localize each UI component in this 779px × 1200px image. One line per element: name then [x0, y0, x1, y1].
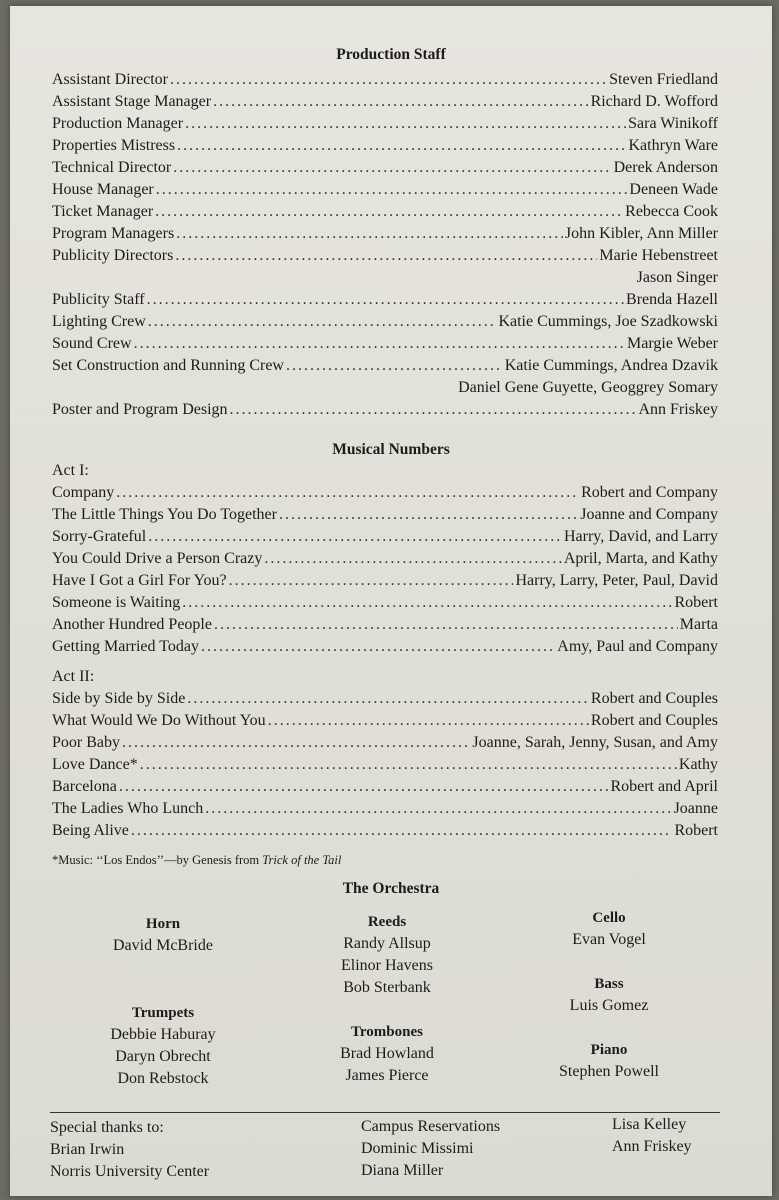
- entry-row: [52, 482, 718, 504]
- thanks-name: Campus Reservations: [361, 1118, 501, 1135]
- song-title: Getting Married Today: [52, 638, 199, 655]
- staff-name: Steven Friedland: [609, 71, 718, 88]
- song-performers: Robert and Couples: [590, 712, 718, 729]
- musician-name: Brad Howland: [340, 1045, 434, 1062]
- entry-row: [52, 333, 718, 355]
- staff-name: Richard D. Wofford: [590, 93, 718, 110]
- entry-row: [52, 570, 718, 592]
- song-title: Love Dance*: [52, 756, 138, 773]
- staff-role: Assistant Stage Manager: [52, 93, 212, 110]
- musician-name: David McBride: [113, 937, 213, 954]
- song-title: Have I Got a Girl For You?: [52, 572, 227, 589]
- staff-name: Rebecca Cook: [625, 203, 718, 220]
- dot-leader: [119, 776, 609, 798]
- staff-role: Program Managers: [52, 225, 175, 242]
- entry-row: [52, 592, 718, 614]
- dot-leader: [134, 333, 625, 355]
- entry-row: [52, 311, 718, 333]
- song-performers: Robert and Couples: [590, 690, 718, 707]
- dot-leader: [286, 355, 503, 377]
- staff-name: Marie Hebenstreet: [599, 247, 718, 264]
- song-title: The Little Things You Do Together: [52, 506, 277, 523]
- staff-name: Margie Weber: [627, 335, 718, 352]
- song-title: Someone is Waiting: [52, 594, 181, 611]
- entry-row: [52, 289, 718, 311]
- instrument-label: Piano: [590, 1042, 628, 1058]
- song-performers: Harry, Larry, Peter, Paul, David: [515, 572, 718, 589]
- musician-name: Don Rebstock: [117, 1070, 209, 1087]
- staff-role: Sound Crew: [52, 335, 132, 352]
- staff-name: Derek Anderson: [613, 159, 718, 176]
- entry-row: [52, 399, 718, 421]
- thanks-col-2: [361, 1116, 500, 1182]
- dot-leader: [148, 311, 497, 333]
- musician-name: Elinor Havens: [341, 957, 433, 974]
- dot-leader: [122, 732, 470, 754]
- staff-role: House Manager: [52, 181, 154, 198]
- dot-leader: [177, 135, 626, 157]
- staff-name: John Kibler, Ann Miller: [564, 225, 718, 242]
- musician-name: Stephen Powell: [559, 1063, 659, 1080]
- song-performers: Joanne: [673, 800, 718, 817]
- entry-row: [52, 820, 718, 842]
- thanks-col-3: [612, 1114, 692, 1158]
- staff-role: Technical Director: [52, 159, 172, 176]
- song-title: Poor Baby: [52, 734, 120, 751]
- entry-row: [52, 688, 718, 710]
- staff-name: Sara Winikoff: [628, 115, 718, 132]
- staff-name: Katie Cummings, Andrea Dzavik: [504, 357, 718, 374]
- staff-name: Brenda Hazell: [626, 291, 718, 308]
- dot-leader: [176, 223, 563, 245]
- entry-row: [52, 135, 718, 157]
- staff-role: Production Manager: [52, 115, 184, 132]
- act1-list: [52, 460, 718, 658]
- entry-row: [52, 798, 718, 820]
- staff-name: Katie Cummings, Joe Szadkowski: [498, 313, 718, 330]
- song-performers: Robert: [674, 594, 718, 611]
- section-reeds: [312, 911, 462, 999]
- section-trombones: [312, 1021, 462, 1087]
- song-performers: Robert and Company: [581, 484, 718, 501]
- dot-leader: [173, 157, 611, 179]
- song-performers: Joanne, Sarah, Jenny, Susan, and Amy: [472, 734, 718, 751]
- thanks-name: Brian Irwin: [50, 1141, 125, 1158]
- dot-leader: [279, 504, 578, 526]
- staff-role: Publicity Staff: [52, 291, 145, 308]
- instrument-label: Trombones: [351, 1024, 423, 1040]
- entry-row: [52, 113, 718, 135]
- song-performers: Harry, David, and Larry: [563, 528, 718, 545]
- song-title: You Could Drive a Person Crazy: [52, 550, 263, 567]
- song-performers: Robert: [674, 822, 718, 839]
- section-horn: [88, 913, 238, 957]
- song-title: Side by Side by Side: [52, 690, 186, 707]
- song-performers: Robert and April: [610, 778, 718, 795]
- staff-role: Assistant Director: [52, 71, 168, 88]
- section-trumpets: [88, 1002, 238, 1090]
- act2-list: [52, 666, 718, 842]
- musician-name: Randy Allsup: [343, 935, 431, 952]
- dot-leader: [140, 754, 677, 776]
- footnote-text: *Music: ‘‘Los Endos’’—by Genesis from: [52, 853, 263, 867]
- dot-leader: [116, 482, 579, 504]
- musician-name: Bob Sterbank: [343, 979, 431, 996]
- staff-name-continued: Jason Singer: [636, 269, 718, 286]
- dot-leader: [205, 798, 671, 820]
- thanks-name: Norris University Center: [50, 1163, 210, 1180]
- entry-row: [52, 91, 718, 113]
- staff-role: Properties Mistress: [52, 137, 176, 154]
- song-title: Company: [52, 484, 115, 501]
- entry-row: [52, 223, 718, 245]
- dot-leader: [187, 688, 589, 710]
- act1-label: Act I:: [52, 462, 89, 479]
- thanks-name: Diana Miller: [361, 1162, 444, 1179]
- thanks-name: Dominic Missimi: [361, 1140, 474, 1157]
- dot-leader: [214, 614, 678, 636]
- staff-name: Deneen Wade: [629, 181, 718, 198]
- dot-leader: [264, 548, 561, 570]
- musician-name: Debbie Haburay: [110, 1026, 216, 1043]
- entry-row: [52, 710, 718, 732]
- song-title: The Ladies Who Lunch: [52, 800, 204, 817]
- entry-row: [52, 504, 718, 526]
- musician-name: Luis Gomez: [569, 997, 649, 1014]
- staff-role: Set Construction and Running Crew: [52, 357, 284, 374]
- dot-leader: [148, 526, 562, 548]
- entry-row: [52, 179, 718, 201]
- entry-row: [52, 201, 718, 223]
- song-title: Another Hundred People: [52, 616, 212, 633]
- program-page: [10, 6, 772, 1196]
- instrument-label: Horn: [145, 916, 181, 932]
- dot-leader: [131, 820, 673, 842]
- dot-leader: [175, 245, 597, 267]
- footnote-album: Trick of the Tail: [262, 853, 342, 867]
- instrument-label: Cello: [592, 910, 626, 926]
- dot-leader: [147, 289, 624, 311]
- instrument-label: Trumpets: [131, 1005, 195, 1021]
- musician-name: Daryn Obrecht: [115, 1048, 211, 1065]
- entry-row: [52, 732, 718, 754]
- instrument-label: Reeds: [367, 914, 407, 930]
- production-staff-list: [52, 69, 718, 421]
- musical-numbers-title: Musical Numbers: [332, 441, 450, 458]
- song-title: Barcelona: [52, 778, 117, 795]
- dot-leader: [155, 201, 623, 223]
- orchestra-title: The Orchestra: [342, 880, 440, 897]
- dot-leader: [201, 636, 555, 658]
- entry-row: [52, 526, 718, 548]
- staff-role: Publicity Directors: [52, 247, 174, 264]
- song-title: What Would We Do Without You: [52, 712, 266, 729]
- production-staff-title: Production Staff: [336, 46, 446, 63]
- dot-leader: [156, 179, 628, 201]
- song-title: Being Alive: [52, 822, 129, 839]
- entry-row: [52, 157, 718, 179]
- staff-name: Kathryn Ware: [628, 137, 718, 154]
- song-performers: April, Marta, and Kathy: [563, 550, 718, 567]
- dot-leader: [213, 91, 588, 113]
- staff-name: Ann Friskey: [638, 401, 718, 418]
- dot-leader: [185, 113, 626, 135]
- entry-row: [52, 754, 718, 776]
- divider: [50, 1112, 720, 1113]
- song-performers: Kathy: [678, 756, 718, 773]
- entry-row: [52, 614, 718, 636]
- song-performers: Amy, Paul and Company: [557, 638, 718, 655]
- entry-row: [52, 776, 718, 798]
- thanks-label: Special thanks to:: [50, 1119, 164, 1136]
- thanks-col-1: [50, 1117, 209, 1183]
- dot-leader: [268, 710, 589, 732]
- instrument-label: Bass: [594, 976, 624, 992]
- staff-role: Lighting Crew: [52, 313, 146, 330]
- dot-leader: [230, 399, 637, 421]
- dot-leader: [182, 592, 672, 614]
- thanks-name: Lisa Kelley: [612, 1116, 687, 1133]
- entry-row: [52, 69, 718, 91]
- staff-role: Poster and Program Design: [52, 401, 228, 418]
- thanks-name: Ann Friskey: [612, 1138, 692, 1155]
- dot-leader: [229, 570, 514, 592]
- staff-role: Ticket Manager: [52, 203, 154, 220]
- entry-row: [52, 636, 718, 658]
- staff-name-continued: Daniel Gene Guyette, Geoggrey Somary: [458, 379, 718, 396]
- entry-row: [52, 548, 718, 570]
- music-footnote: [52, 853, 341, 868]
- section-bass: [534, 973, 684, 1017]
- song-title: Sorry-Grateful: [52, 528, 147, 545]
- entry-row: [52, 245, 718, 267]
- section-cello: [534, 907, 684, 951]
- song-performers: Joanne and Company: [580, 506, 718, 523]
- act2-label: Act II:: [52, 668, 95, 685]
- song-performers: Marta: [679, 616, 718, 633]
- section-piano: [534, 1039, 684, 1083]
- musician-name: James Pierce: [345, 1067, 429, 1084]
- entry-row: [52, 355, 718, 377]
- musician-name: Evan Vogel: [572, 931, 646, 948]
- dot-leader: [170, 69, 607, 91]
